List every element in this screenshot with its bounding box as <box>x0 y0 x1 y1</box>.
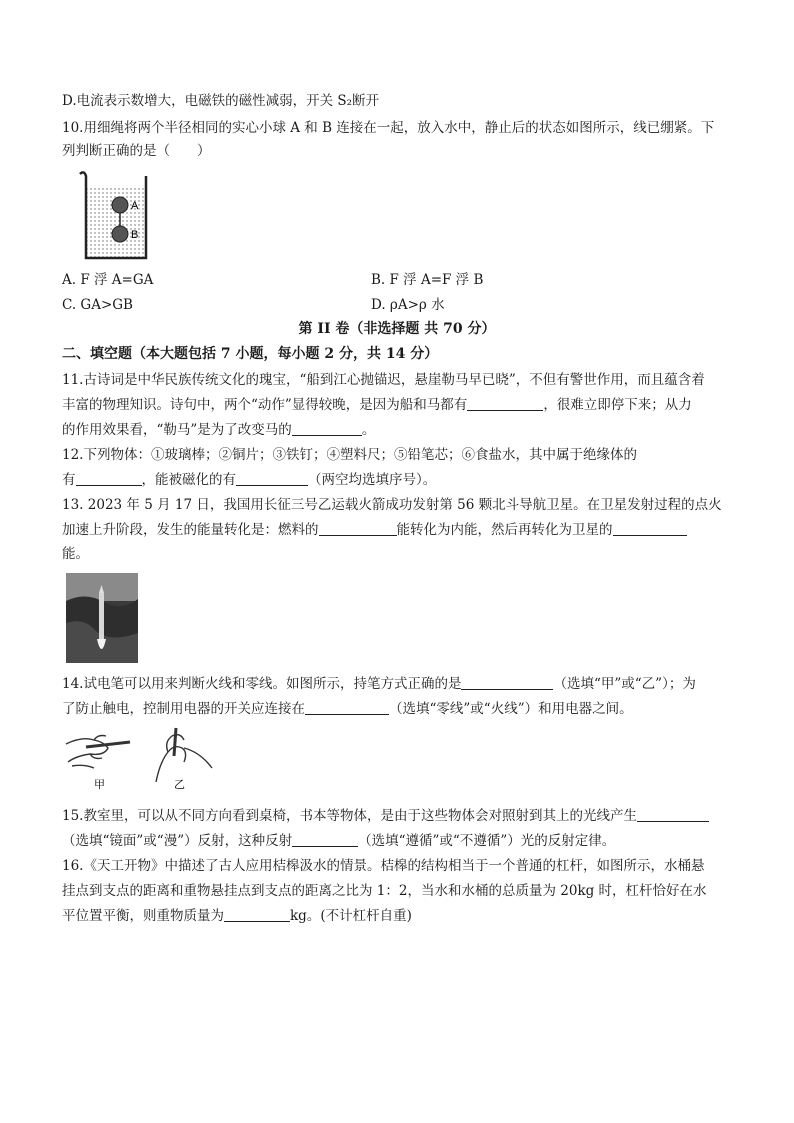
q10-option-b: B. F 浮 A=F 浮 B <box>371 272 484 288</box>
q15-line1: 15.教室里，可以从不同方向看到桌椅，书本等物体，是由于这些物体会对照射到其上的光线产生 <box>62 807 709 825</box>
q16-line1: 16.《天工开物》中描述了古人应用桔槔汲水的情景。桔槔的结构相当于一个普通的杠杆，如图所示，水桶悬 <box>62 858 705 874</box>
q13-line1: 13. 2023 年 5 月 17 日，我国用长征三号乙运载火箭成功发射第 56 颗北斗导航卫星。在卫星发射过程的点火 <box>62 497 722 513</box>
q12-line2: 有 ，能被磁化的有 （两空均选填序号）。 <box>62 472 437 488</box>
q11-blank-2[interactable] <box>292 421 362 436</box>
q10-stem-line2: 列判断正确的是（ ） <box>62 143 211 159</box>
q14-blank-1[interactable] <box>461 675 553 690</box>
q10-option-d: D. ρA>ρ 水 <box>371 297 445 313</box>
ball-a <box>112 197 128 213</box>
hand-jia <box>66 736 130 769</box>
label-jia: 甲 <box>94 778 105 791</box>
q16-line2: 挂点到支点的距离和重物悬挂点到支点的距离之比为 1：2，当水和水桶的总质量为 20kg 时，杠杆恰好在水 <box>62 883 707 899</box>
q15-blank-2[interactable] <box>292 832 358 847</box>
q14-blank-2[interactable] <box>305 700 389 715</box>
q13-line2: 加速上升阶段，发生的能量转化是：燃料的 能转化为内能，然后再转化为卫星的 <box>62 521 687 539</box>
q11-line2: 丰富的物理知识。诗句中，两个“动作”显得较晚，是因为船和马都有 ，很难立即停下来；从力 <box>62 397 692 413</box>
q15-blank-1[interactable] <box>637 807 709 822</box>
q16-line3: 平位置平衡，则重物质量为 kg。(不计杠杆自重) <box>62 908 412 924</box>
test-pen-figure <box>64 722 214 792</box>
ball-b <box>112 226 128 242</box>
ball-b-label: B <box>131 229 139 241</box>
q10-option-c: C. GA>GB <box>62 297 133 313</box>
water <box>86 186 146 258</box>
beaker-figure <box>78 168 158 264</box>
label-yi: 乙 <box>174 778 185 791</box>
rocket-launch-photo <box>66 573 138 663</box>
q14-line2: 了防止触电，控制用电器的开关应连接在 （选填“零线”或“火线”）和用电器之间。 <box>62 701 633 717</box>
q13-blank-2[interactable] <box>613 521 687 536</box>
section-heading: 二、填空题（本大题包括 7 小题，每小题 2 分，共 14 分） <box>62 346 439 362</box>
q13-line3: 能。 <box>62 546 89 562</box>
hand-yi <box>156 728 212 782</box>
q12-blank-2[interactable] <box>236 471 308 486</box>
q12-blank-1[interactable] <box>76 471 142 486</box>
q11-line3: 的作用效果看，“勒马”是为了改变马的 。 <box>62 422 376 438</box>
q11-blank-1[interactable] <box>467 396 543 411</box>
q15-line2: （选填“镜面”或“漫”）反射，这种反射 （选填“遵循”或“不遵循”）光的反射定律。 <box>62 833 616 849</box>
q10-stem-line1: 10.用细绳将两个半径相同的实心小球 A 和 B 连接在一起，放入水中，静止后的状态如图所示，线已绷紧。下 <box>62 120 715 136</box>
q14-line1: 14.试电笔可以用来判断火线和零线。如图所示，持笔方式正确的是 （选填“甲”或“乙”）；为 <box>62 676 696 692</box>
rocket-body <box>99 593 104 639</box>
q11-line1: 11.古诗词是中华民族传统文化的瑰宝，“船到江心抛锚迟，悬崖勒马早已晓”，不但有警世作用，而且蕴含着 <box>62 372 705 388</box>
q10-option-a: A. F 浮 A=GA <box>62 272 154 288</box>
ball-a-label: A <box>131 200 139 212</box>
q13-blank-1[interactable] <box>319 521 397 536</box>
q16-blank-1[interactable] <box>224 907 290 922</box>
part2-title: 第 II 卷（非选择题 共 70 分） <box>298 321 496 337</box>
q9-option-d: D.电流表示数增大，电磁铁的磁性减弱，开关 S₂断开 <box>62 93 380 109</box>
q12-line1: 12.下列物体：①玻璃棒；②铜片；③铁钉；④塑料尺；⑤铅笔芯；⑥食盐水，其中属于绝缘体的 <box>62 447 637 463</box>
